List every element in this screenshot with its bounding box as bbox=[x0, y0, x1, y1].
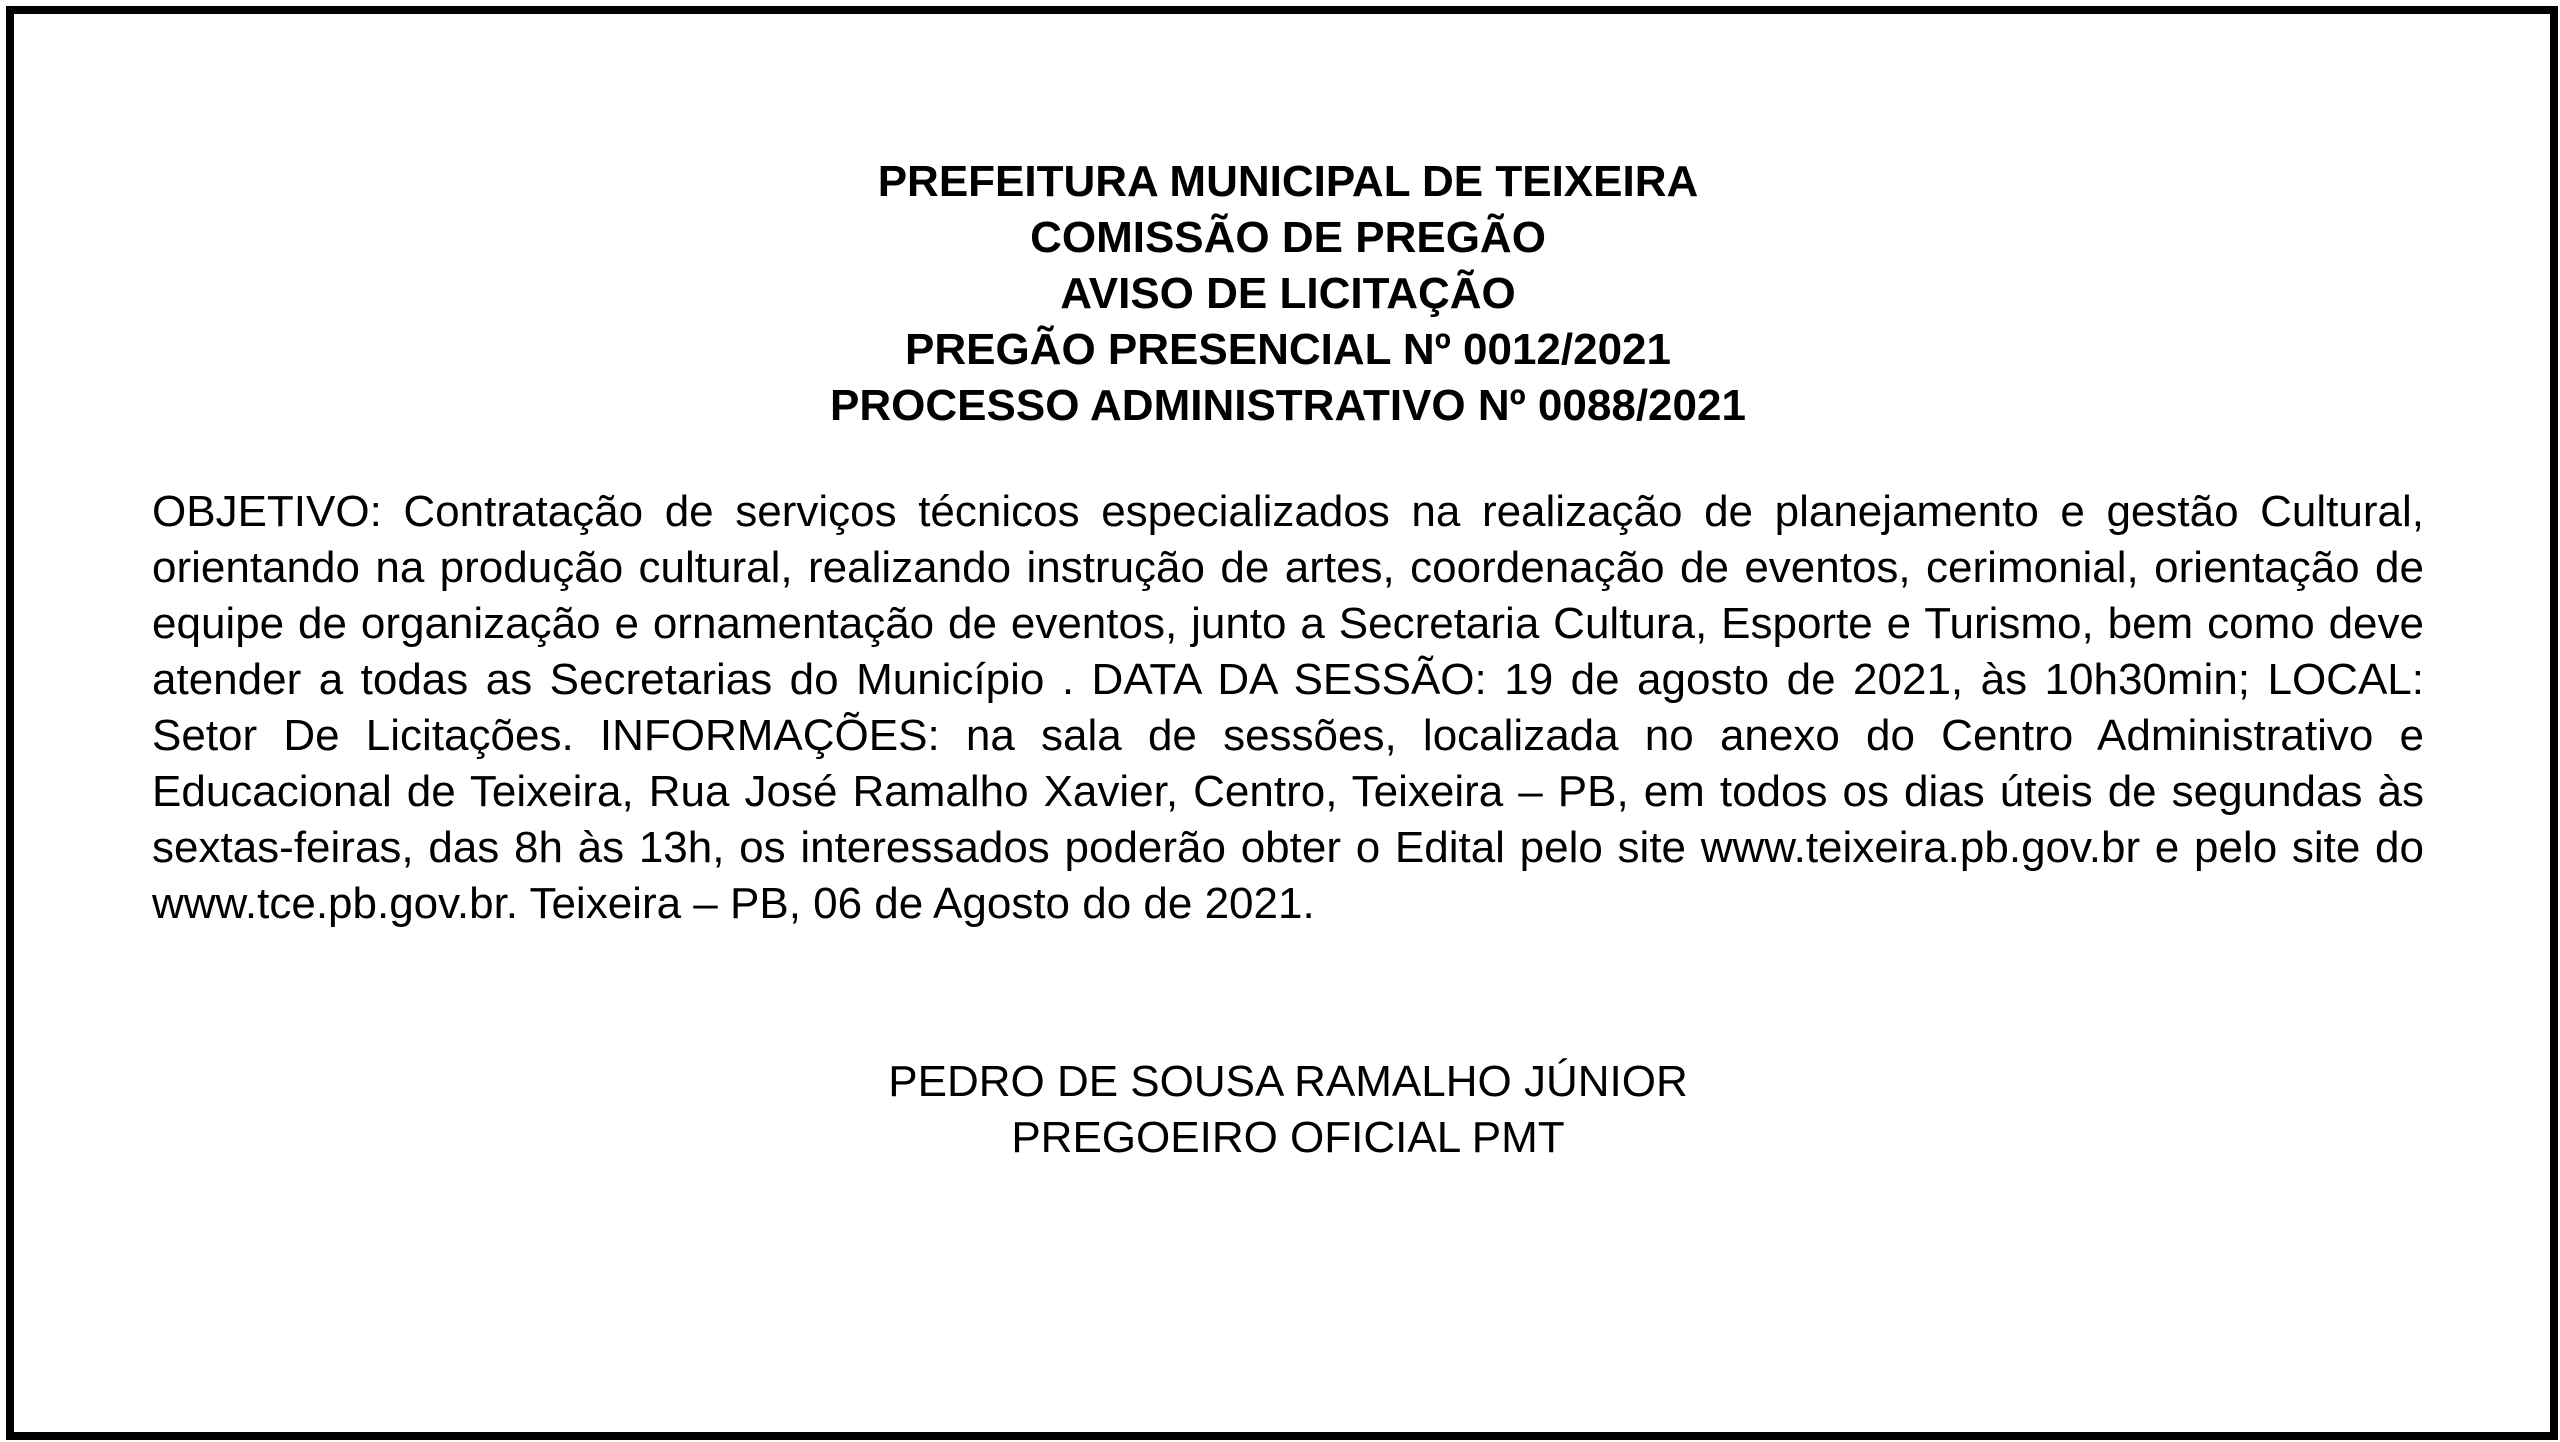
signatory-title: PREGOEIRO OFICIAL PMT bbox=[1011, 1113, 1565, 1162]
notice-type-title: AVISO DE LICITAÇÃO bbox=[1060, 269, 1516, 318]
notice-frame bbox=[6, 6, 2558, 1440]
signatory-name: PEDRO DE SOUSA RAMALHO JÚNIOR bbox=[888, 1057, 1688, 1106]
municipality-title: PREFEITURA MUNICIPAL DE TEIXEIRA bbox=[877, 157, 1699, 206]
notice-body: OBJETIVO: Contratação de serviços técnicos especializados na realização de planejamento e gestão Cultural, orientando na produção cultural, realizando instrução de artes, coordenação de eventos, cerimonial, orientação de equipe de organização e ornamentação de eventos, junto a Secretaria Cultura, Esporte e Turismo, bem como deve atender a todas as Secretarias do Município . DATA DA SESSÃO: 19 de agosto de 2021, às 10h30min; LOCAL: Setor De Licitações. INFORMAÇÕES: na sala de sessões, localizada no anexo do Centro Administrativo e Educacional de Teixeira, Rua José Ramalho Xavier, Centro, Teixeira – PB, em todos os dias úteis de segundas às sextas-feiras, das 8h às 13h, os interessados poderão obter o Edital pelo site www.teixeira.pb.gov.br e pelo site do www.tce.pb.gov.br. Teixeira – PB, 06 de Agosto do de 2021. bbox=[152, 487, 2424, 928]
signature-block bbox=[152, 1054, 2424, 1166]
notice-document bbox=[152, 154, 2424, 1166]
process-number-title: PROCESSO ADMINISTRATIVO Nº 0088/2021 bbox=[830, 381, 1746, 430]
commission-title: COMISSÃO DE PREGÃO bbox=[1030, 213, 1546, 262]
auction-number-title: PREGÃO PRESENCIAL Nº 0012/2021 bbox=[904, 325, 1671, 374]
notice-header bbox=[152, 154, 2424, 434]
